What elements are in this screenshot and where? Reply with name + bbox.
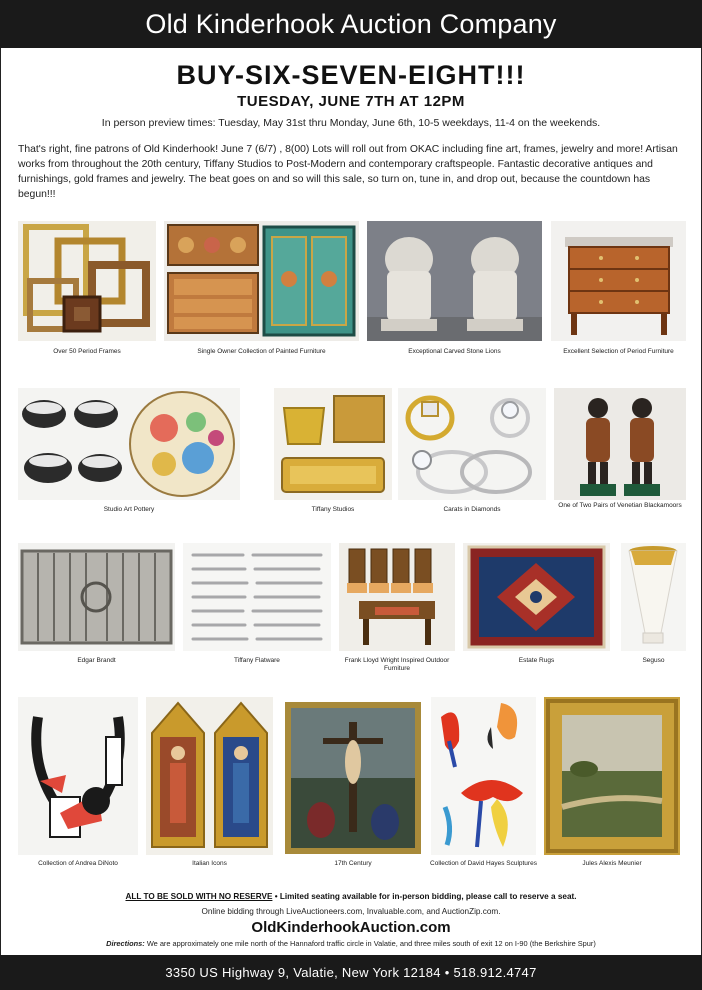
lot-item — [274, 388, 392, 513]
seguso-vase-photo — [621, 543, 686, 651]
frames-photo — [18, 221, 156, 341]
directions-text: We are approximately one mile north of the Hannaford traffic circle in Valatie, and three miles south of exit 12 on I-90 (the Berkshire Spur) — [144, 939, 596, 948]
lot-caption: Studio Art Pottery — [103, 506, 155, 513]
period-furniture-photo — [551, 221, 686, 341]
lot-item — [183, 543, 331, 664]
lot-caption: Collection of Andrea DiNoto — [38, 860, 118, 867]
headline: BUY-SIX-SEVEN-EIGHT!!! — [176, 60, 526, 90]
lot-item — [18, 543, 175, 664]
lot-item — [551, 221, 686, 355]
lot-caption: Estate Rugs — [518, 657, 555, 664]
lot-item — [430, 697, 537, 867]
sale-date: TUESDAY, JUNE 7TH AT 12PM — [237, 93, 465, 110]
lot-item — [18, 388, 240, 513]
lot-item — [367, 221, 542, 355]
meunier-painting-photo — [544, 697, 680, 855]
diamonds-photo — [398, 388, 546, 500]
lot-item — [621, 543, 686, 664]
seating-note: • Limited seating available for in-person bidding, please call to reserve a seat. — [272, 892, 577, 901]
edgar-brandt-photo — [18, 543, 175, 651]
lot-item — [146, 697, 273, 867]
lot-caption: Italian Icons — [192, 860, 227, 867]
lot-item — [554, 388, 686, 509]
crucifixion-painting-photo — [285, 702, 421, 854]
lot-item — [164, 221, 359, 355]
tiffany-studios-photo — [274, 388, 392, 500]
header-bar — [0, 0, 702, 48]
studio-pottery-photo — [18, 388, 240, 500]
directions-label: Directions: — [106, 939, 145, 948]
estate-rugs-photo — [463, 543, 610, 651]
lot-item — [18, 221, 156, 355]
tiffany-flatware-photo — [183, 543, 331, 651]
lot-item — [18, 697, 138, 867]
blackamoors-photo — [554, 388, 686, 500]
lot-caption: Tiffany Studios — [311, 506, 355, 513]
lot-caption: Frank Lloyd Wright Inspired Outdoor Furniture — [344, 657, 450, 672]
lot-item — [463, 543, 610, 664]
no-reserve-label: ALL TO BE SOLD WITH NO RESERVE — [125, 892, 273, 901]
online-bidding-note: Online bidding through LiveAuctioneers.com, Invaluable.com, and AuctionZip.com. — [201, 907, 501, 916]
painted-furniture-photo — [164, 221, 359, 341]
lot-caption: Carats in Diamonds — [443, 506, 501, 513]
address-phone: 3350 US Highway 9, Valatie, New York 12184 • 518.912.4747 — [165, 965, 537, 980]
footer-bar — [0, 955, 702, 990]
intro-paragraph: That's right, fine patrons of Old Kinderhook! June 7 (6/7) , 8(00) Lots will roll out from OKAC including fine art, frames, jewelry and more! Artisan works from throughout the 20th century, Tiffany Studios to Post-Modern and contemporary craftspeople. Fantastic decorative antiques and furnishings, gold frames and jewelry. The beat goes on and so will this sale, so turn on, tune in, and drop out, because the countdown has begun!!! — [18, 144, 678, 200]
italian-icons-photo — [146, 697, 273, 855]
lot-caption: Exceptional Carved Stone Lions — [408, 348, 501, 355]
lot-item — [398, 388, 546, 513]
lot-caption: Seguso — [642, 657, 665, 664]
outdoor-furniture-photo — [339, 543, 455, 651]
lot-caption: 17th Century — [334, 860, 372, 867]
lot-caption: One of Two Pairs of Venetian Blackamoors — [558, 502, 682, 509]
lot-item — [285, 702, 421, 867]
lot-caption: Jules Alexis Meunier — [582, 860, 642, 867]
company-name: Old Kinderhook Auction Company — [145, 8, 557, 39]
directions — [0, 939, 702, 948]
lot-caption: Excellent Selection of Period Furniture — [563, 348, 674, 355]
dinoto-necklace-photo — [18, 697, 138, 855]
preview-times: In person preview times: Tuesday, May 31st thru Monday, June 6th, 10-5 weekdays, 11-4 on the weekends. — [101, 117, 601, 129]
website-link[interactable]: OldKinderhookAuction.com — [251, 919, 451, 936]
hayes-sculptures-photo — [431, 697, 536, 855]
lot-caption: Over 50 Period Frames — [53, 348, 121, 355]
reserve-notice — [0, 892, 702, 901]
lot-caption: Tiffany Flatware — [234, 657, 280, 664]
stone-lions-photo — [367, 221, 542, 341]
lot-item — [339, 543, 455, 672]
lot-caption: Single Owner Collection of Painted Furniture — [197, 348, 326, 355]
lot-caption: Edgar Brandt — [77, 657, 116, 664]
lot-caption: Collection of David Hayes Sculptures — [430, 860, 537, 867]
lot-item — [544, 697, 680, 867]
